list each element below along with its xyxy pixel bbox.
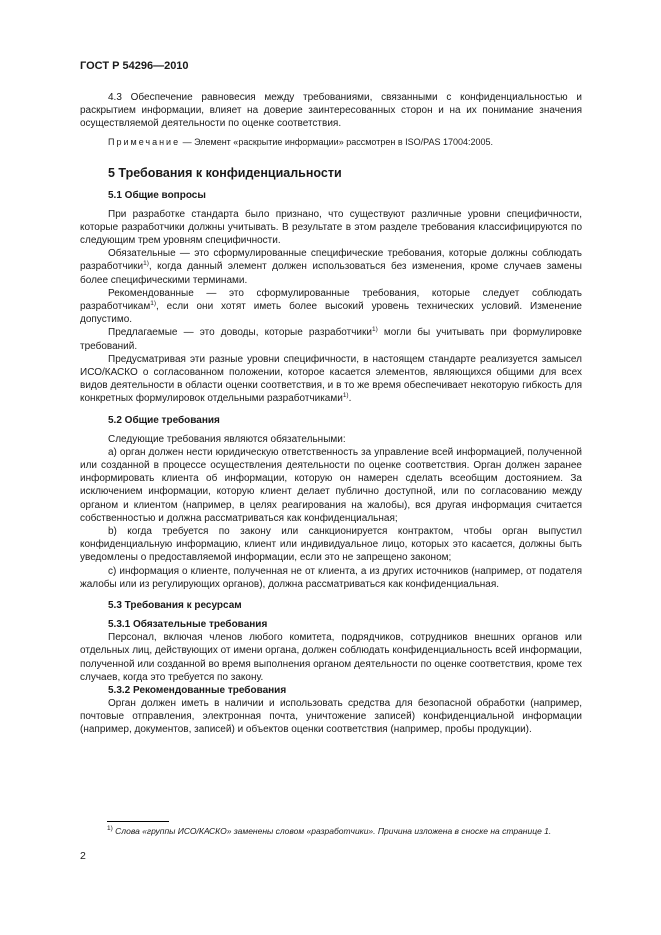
section-5-3-2-title: 5.3.2 Рекомендованные требования bbox=[108, 684, 287, 696]
footnote-separator bbox=[107, 821, 169, 822]
page-number: 2 bbox=[80, 850, 86, 862]
s5-2-paragraph: Следующие требования являются обязательными: bbox=[108, 433, 346, 445]
s5-1-text: могли бы учитывать при формулировке требований. bbox=[80, 327, 582, 352]
s5-1-text: Предусматривая эти разные уровни специфичности, в настоящем стандарте реализуется замысел ИСО/КАСКО о согласованном положении, которое касается элементов, являющихся общими для всех видов деятельности в области оценки соответствия, и в то же время обеспечивает некоторую гибкость для конкретных формулировок отдельными разработчиками bbox=[80, 353, 582, 405]
footnote bbox=[107, 826, 551, 836]
s5-3-2-paragraph: Орган должен иметь в наличии и использовать средства для безопасной обработки (например, почтовые отправления, электронная почта, уничтожение записей) конфиденциальной информации (например, документов, записей) и объектов оценки соответствия (например, пробы продукции). bbox=[80, 697, 582, 736]
s5-2-item-b: b) когда требуется по закону или санкционируется контрактом, чтобы орган выпустил конфиденциальную информацию, клиент или индивидуальное лицо, которых это касается, должны быть уведомлены о предоставляемой информации, если это не запрещено законом; bbox=[80, 526, 582, 564]
s5-1-text: Обязательные — это сформулированные специфические требования, которые должны соблюдать разработчики bbox=[80, 248, 582, 273]
s5-1-text: Предлагаемые — это доводы, которые разработчики bbox=[108, 327, 372, 339]
s5-1-text: , когда данный элемент должен использоваться без изменения, кроме случаев замены более специфическими терминами. bbox=[80, 261, 582, 286]
section-5-title: 5 Требования к конфиденциальности bbox=[108, 165, 342, 180]
section-5-1-title: 5.1 Общие вопросы bbox=[108, 189, 206, 201]
s5-1-paragraph bbox=[80, 326, 582, 352]
s5-1-text: , если они хотят иметь более высокий уровень технических условий. Изменение допустимо. bbox=[80, 301, 582, 326]
footnote-ref: 1) bbox=[143, 260, 149, 268]
footnote-marker: 1) bbox=[107, 825, 113, 832]
s5-1-text: Рекомендованные — это сформулированные требования, которые следует соблюдать разработчикам bbox=[80, 287, 582, 313]
section-5-3-title: 5.3 Требования к ресурсам bbox=[108, 600, 242, 612]
s5-1-paragraph bbox=[80, 247, 582, 287]
footnote-ref: 1) bbox=[342, 392, 349, 400]
note-label: Примечание bbox=[108, 136, 181, 147]
s5-1-paragraph: При разработке стандарта было признано, что существуют различные уровни специфичности, которые разработчики должны учитывать. В результате в этом разделе требования классифицируются по следующим трем уровням специфичности. bbox=[80, 208, 582, 247]
section-5-2-title: 5.2 Общие требования bbox=[108, 414, 220, 426]
s5-1-paragraph bbox=[80, 287, 582, 327]
s5-2-item-a: а) орган должен нести юридическую ответственность за управление всей информацией, полученной или созданной в процессе осуществления деятельности по оценке соответствия. Орган должен заранее информировать клиента об информации, которую он намерен сделать всеобщим достоянием. За исключением информации, которую клиент делает публично доступной, или по согласованию между органом и клиентом (например, в целях реагирования на жалобы), вся другая информация считается собственностью и должна рассматриваться как конфиденциальная; bbox=[80, 446, 582, 524]
note-text: — Элемент «раскрытие информации» рассмотрен в ISO/PAS 17004:2005. bbox=[180, 136, 493, 147]
section-5-3-1-title: 5.3.1 Обязательные требования bbox=[108, 619, 268, 631]
s5-2-item-c: с) информация о клиенте, полученная не от клиента, а из других источников (например, от подателя жалобы или из регулирующих органов), должна рассматриваться как конфиденциальная. bbox=[80, 565, 582, 590]
s5-1-text: . bbox=[348, 393, 352, 405]
clause-4-3: 4.3 Обеспечение равновесия между требованиями, связанными с конфиденциальностью и раскрытием информации, влияет на доверие заинтересованных сторон и на их понимание значения осуществляемой деятельности по оценке соответствия. bbox=[80, 92, 582, 130]
document-header: ГОСТ Р 54296—2010 bbox=[80, 60, 189, 72]
footnote-text: Слова «группы ИСО/КАСКО» заменены словом «разработчики». Причина изложена в сноске на странице 1. bbox=[115, 826, 552, 836]
page-body bbox=[80, 91, 582, 737]
footnote-ref: 1) bbox=[371, 326, 378, 334]
s5-1-paragraph bbox=[80, 353, 582, 406]
footnote-ref: 1) bbox=[150, 300, 156, 308]
note-4-3 bbox=[80, 136, 582, 149]
s5-3-1-paragraph: Персонал, включая членов любого комитета, подрядчиков, сотрудников внешних органов или отдельных лиц, действующих от имени органа, должен соблюдать конфиденциальность всей информации, полученной или созданной во время выполнения органом деятельности по оценке соответствия, кроме тех случаев, когда это требуется по закону. bbox=[80, 632, 582, 683]
